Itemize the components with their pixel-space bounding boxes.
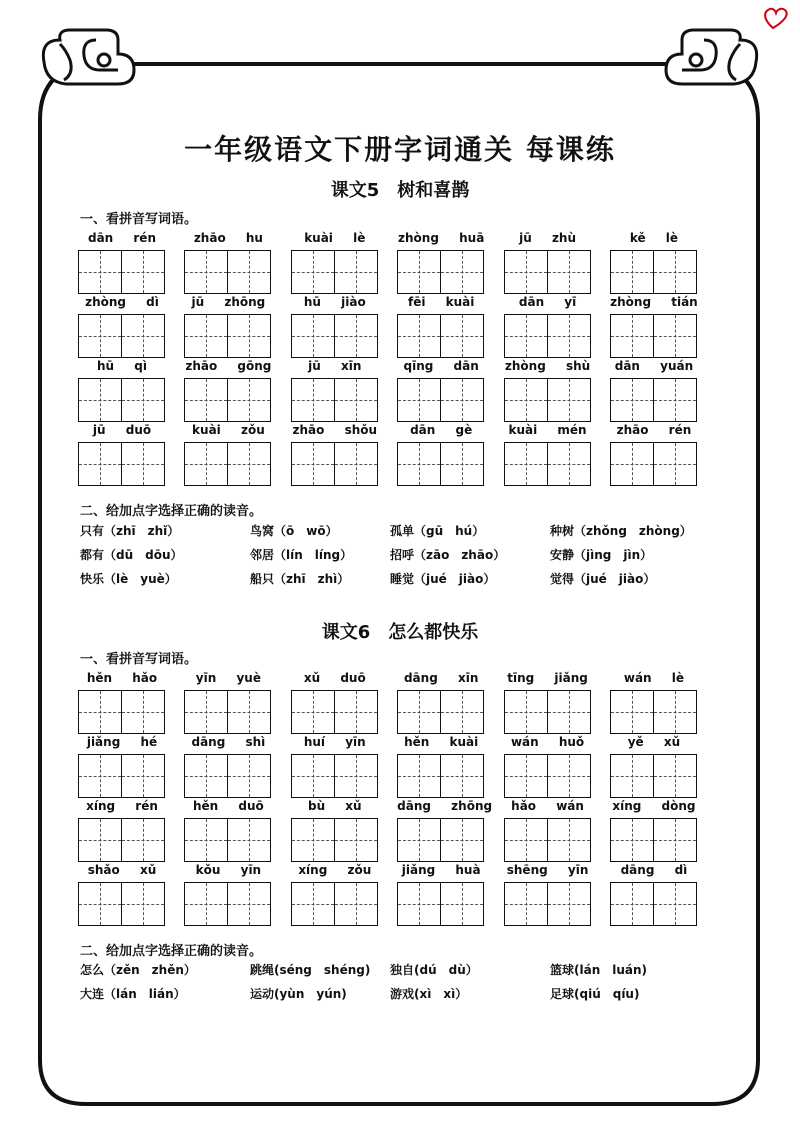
tianzige-box[interactable] bbox=[335, 818, 378, 862]
word-cell bbox=[291, 734, 379, 798]
tianzige-box[interactable] bbox=[504, 314, 548, 358]
word-cell bbox=[504, 862, 592, 926]
pinyin-label: jū zhù bbox=[519, 231, 577, 245]
choice-row bbox=[80, 982, 710, 1006]
word-cell bbox=[78, 294, 166, 358]
tianzige-pair bbox=[397, 314, 485, 358]
tianzige-box[interactable] bbox=[610, 754, 654, 798]
tianzige-pair bbox=[78, 754, 166, 798]
word-row bbox=[78, 422, 698, 486]
word-cell bbox=[610, 734, 698, 798]
reading-choice-item: 大连（lán lián） bbox=[80, 987, 186, 1001]
tianzige-box[interactable] bbox=[504, 882, 548, 926]
tianzige-box[interactable] bbox=[548, 818, 591, 862]
tianzige-pair bbox=[184, 442, 272, 486]
tianzige-box[interactable] bbox=[291, 250, 335, 294]
tianzige-box[interactable] bbox=[228, 378, 271, 422]
pinyin-label: zhòng dì bbox=[85, 295, 159, 309]
tianzige-box[interactable] bbox=[184, 754, 228, 798]
choice-row bbox=[80, 567, 710, 591]
tianzige-box[interactable] bbox=[184, 442, 228, 486]
pinyin-label: hǎo wán bbox=[511, 799, 584, 813]
tianzige-pair bbox=[504, 882, 592, 926]
word-cell bbox=[78, 230, 166, 294]
tianzige-pair bbox=[184, 314, 272, 358]
word-cell bbox=[397, 734, 485, 798]
tianzige-box[interactable] bbox=[441, 250, 484, 294]
reading-choice-item: 邻居（lín líng） bbox=[250, 548, 353, 562]
tianzige-box[interactable] bbox=[122, 690, 165, 734]
tianzige-box[interactable] bbox=[610, 250, 654, 294]
tianzige-pair bbox=[291, 378, 379, 422]
pinyin-label: zhòng shù bbox=[504, 359, 591, 373]
lesson-5-section-1-label: 一、看拼音写词语。 bbox=[80, 212, 198, 227]
word-cell bbox=[397, 422, 485, 486]
pinyin-label: jiǎng hé bbox=[86, 735, 158, 749]
tianzige-box[interactable] bbox=[441, 882, 484, 926]
tianzige-box[interactable] bbox=[184, 378, 228, 422]
tianzige-pair bbox=[184, 754, 272, 798]
lesson-6-choices bbox=[80, 958, 710, 1006]
word-row bbox=[78, 670, 698, 734]
tianzige-box[interactable] bbox=[654, 882, 697, 926]
reading-choice-item: 足球(qiú qíu) bbox=[550, 987, 640, 1001]
reading-choice-item: 招呼（zāo zhāo） bbox=[390, 548, 506, 562]
page-title: 一年级语文下册字词通关 每课练 bbox=[184, 133, 616, 166]
reading-choice-item: 怎么（zěn zhěn） bbox=[80, 963, 196, 977]
tianzige-box[interactable] bbox=[441, 690, 484, 734]
pinyin-label: zhòng tián bbox=[610, 295, 698, 309]
choice-row bbox=[80, 543, 710, 567]
word-cell bbox=[78, 798, 166, 862]
tianzige-pair bbox=[78, 378, 166, 422]
tianzige-box[interactable] bbox=[122, 378, 165, 422]
word-cell bbox=[184, 358, 272, 422]
tianzige-box[interactable] bbox=[397, 378, 441, 422]
tianzige-box[interactable] bbox=[335, 442, 378, 486]
tianzige-box[interactable] bbox=[291, 314, 335, 358]
tianzige-box[interactable] bbox=[504, 818, 548, 862]
reading-choice-item: 种树（zhǒng zhòng） bbox=[550, 524, 692, 538]
tianzige-box[interactable] bbox=[228, 818, 271, 862]
heart-icon bbox=[765, 9, 787, 28]
tianzige-pair bbox=[291, 442, 379, 486]
reading-choice-item: 孤单（gū hú） bbox=[390, 524, 485, 538]
pinyin-label: hū jiào bbox=[303, 295, 366, 309]
pinyin-label: jū xīn bbox=[308, 359, 362, 373]
pinyin-label: zhāo rén bbox=[616, 423, 692, 437]
pinyin-label: zhāo hu bbox=[193, 231, 263, 245]
pinyin-label: dāng shì bbox=[191, 735, 266, 749]
tianzige-box[interactable] bbox=[122, 754, 165, 798]
word-cell bbox=[610, 230, 698, 294]
pinyin-label: jū zhōng bbox=[191, 295, 266, 309]
tianzige-box[interactable] bbox=[441, 314, 484, 358]
tianzige-pair bbox=[291, 250, 379, 294]
tianzige-box[interactable] bbox=[291, 690, 335, 734]
word-cell bbox=[397, 230, 485, 294]
tianzige-pair bbox=[78, 250, 166, 294]
tianzige-box[interactable] bbox=[228, 442, 271, 486]
tianzige-box[interactable] bbox=[548, 378, 591, 422]
word-cell bbox=[610, 358, 698, 422]
lesson-5-heading: 课文5 树和喜鹊 bbox=[330, 180, 470, 201]
tianzige-box[interactable] bbox=[397, 690, 441, 734]
word-cell bbox=[291, 862, 379, 926]
reading-choice-item: 篮球(lán luán) bbox=[550, 963, 648, 977]
tianzige-box[interactable] bbox=[78, 378, 122, 422]
tianzige-box[interactable] bbox=[78, 690, 122, 734]
tianzige-box[interactable] bbox=[335, 250, 378, 294]
tianzige-pair bbox=[78, 818, 166, 862]
pinyin-label: jū duō bbox=[92, 423, 152, 437]
pinyin-label: xíng rén bbox=[86, 799, 158, 813]
pinyin-label: kǒu yīn bbox=[195, 863, 262, 877]
reading-choice-item: 快乐（lè yuè） bbox=[80, 572, 177, 586]
pinyin-label: xǔ duō bbox=[303, 671, 366, 685]
tianzige-box[interactable] bbox=[397, 818, 441, 862]
tianzige-pair bbox=[610, 378, 698, 422]
pinyin-label: hěn kuài bbox=[404, 735, 479, 749]
pinyin-label: wán huǒ bbox=[510, 735, 585, 749]
word-row bbox=[78, 862, 698, 926]
tianzige-pair bbox=[504, 690, 592, 734]
pinyin-label: fēi kuài bbox=[407, 295, 475, 309]
word-cell bbox=[610, 422, 698, 486]
tianzige-box[interactable] bbox=[184, 818, 228, 862]
word-cell bbox=[184, 798, 272, 862]
tianzige-box[interactable] bbox=[441, 818, 484, 862]
tianzige-pair bbox=[78, 442, 166, 486]
tianzige-box[interactable] bbox=[78, 818, 122, 862]
pinyin-label: zhòng huā bbox=[398, 231, 485, 245]
tianzige-box[interactable] bbox=[441, 754, 484, 798]
word-cell bbox=[397, 294, 485, 358]
word-cell bbox=[610, 670, 698, 734]
tianzige-box[interactable] bbox=[335, 378, 378, 422]
tianzige-pair bbox=[184, 250, 272, 294]
lesson-6-section-1-label: 一、看拼音写词语。 bbox=[80, 652, 198, 667]
tianzige-pair bbox=[397, 250, 485, 294]
word-cell bbox=[504, 734, 592, 798]
tianzige-pair bbox=[504, 314, 592, 358]
word-cell bbox=[610, 294, 698, 358]
pinyin-label: xíng zǒu bbox=[298, 863, 372, 877]
tianzige-box[interactable] bbox=[291, 754, 335, 798]
reading-choice-item: 安静（jìng jìn） bbox=[550, 548, 653, 562]
tianzige-box[interactable] bbox=[291, 882, 335, 926]
tianzige-box[interactable] bbox=[397, 754, 441, 798]
word-cell bbox=[184, 734, 272, 798]
tianzige-box[interactable] bbox=[122, 442, 165, 486]
tianzige-box[interactable] bbox=[397, 882, 441, 926]
lesson-5-section-2-label: 二、给加点字选择正确的读音。 bbox=[80, 504, 263, 519]
tianzige-pair bbox=[610, 250, 698, 294]
tianzige-pair bbox=[397, 378, 485, 422]
pinyin-label: yě xǔ bbox=[627, 735, 681, 749]
tianzige-pair bbox=[184, 690, 272, 734]
tianzige-box[interactable] bbox=[335, 314, 378, 358]
word-cell bbox=[291, 230, 379, 294]
pinyin-label: wán lè bbox=[623, 671, 685, 685]
tianzige-box[interactable] bbox=[78, 314, 122, 358]
reading-choice-item: 只有（zhī zhǐ） bbox=[80, 524, 180, 538]
tianzige-box[interactable] bbox=[397, 314, 441, 358]
tianzige-pair bbox=[504, 442, 592, 486]
tianzige-box[interactable] bbox=[335, 754, 378, 798]
pinyin-label: zhāo shǒu bbox=[292, 423, 378, 437]
tianzige-box[interactable] bbox=[654, 250, 697, 294]
word-cell bbox=[291, 422, 379, 486]
tianzige-pair bbox=[397, 882, 485, 926]
word-row bbox=[78, 798, 698, 862]
tianzige-pair bbox=[184, 818, 272, 862]
tianzige-box[interactable] bbox=[610, 442, 654, 486]
word-cell bbox=[397, 358, 485, 422]
tianzige-box[interactable] bbox=[654, 754, 697, 798]
left-scroll-roll-icon bbox=[43, 30, 134, 84]
reading-choice-item: 鸟窝（ō wō） bbox=[250, 524, 338, 538]
lesson-6-pinyin-grid bbox=[78, 670, 698, 926]
word-cell bbox=[78, 358, 166, 422]
tianzige-pair bbox=[504, 754, 592, 798]
word-cell bbox=[504, 422, 592, 486]
tianzige-box[interactable] bbox=[654, 690, 697, 734]
pinyin-label: jiǎng huà bbox=[401, 863, 481, 877]
tianzige-pair bbox=[78, 882, 166, 926]
pinyin-label: kuài zǒu bbox=[192, 423, 265, 437]
tianzige-box[interactable] bbox=[184, 250, 228, 294]
tianzige-box[interactable] bbox=[184, 690, 228, 734]
tianzige-box[interactable] bbox=[504, 250, 548, 294]
reading-choice-item: 睡觉（jué jiào） bbox=[390, 572, 496, 586]
lesson-6-section-2-label: 二、给加点字选择正确的读音。 bbox=[80, 944, 263, 959]
word-cell bbox=[184, 422, 272, 486]
tianzige-pair bbox=[78, 690, 166, 734]
tianzige-pair bbox=[397, 754, 485, 798]
pinyin-label: xíng dòng bbox=[612, 799, 696, 813]
tianzige-box[interactable] bbox=[610, 314, 654, 358]
tianzige-pair bbox=[610, 882, 698, 926]
tianzige-box[interactable] bbox=[654, 378, 697, 422]
tianzige-box[interactable] bbox=[548, 690, 591, 734]
pinyin-label: kě lè bbox=[629, 231, 679, 245]
tianzige-pair bbox=[610, 314, 698, 358]
pinyin-label: dāng zhōng bbox=[397, 799, 493, 813]
tianzige-box[interactable] bbox=[504, 690, 548, 734]
tianzige-box[interactable] bbox=[504, 378, 548, 422]
tianzige-box[interactable] bbox=[441, 442, 484, 486]
tianzige-box[interactable] bbox=[397, 442, 441, 486]
pinyin-label: kuài lè bbox=[304, 231, 366, 245]
tianzige-pair bbox=[397, 690, 485, 734]
tianzige-box[interactable] bbox=[78, 882, 122, 926]
word-cell bbox=[504, 670, 592, 734]
tianzige-pair bbox=[504, 818, 592, 862]
word-cell bbox=[78, 422, 166, 486]
tianzige-box[interactable] bbox=[548, 314, 591, 358]
pinyin-label: dān gè bbox=[410, 423, 473, 437]
tianzige-box[interactable] bbox=[122, 818, 165, 862]
word-row bbox=[78, 358, 698, 422]
tianzige-box[interactable] bbox=[504, 442, 548, 486]
tianzige-box[interactable] bbox=[228, 690, 271, 734]
tianzige-box[interactable] bbox=[654, 314, 697, 358]
tianzige-pair bbox=[397, 442, 485, 486]
tianzige-pair bbox=[291, 314, 379, 358]
reading-choice-item: 独自(dú dù） bbox=[390, 963, 478, 977]
tianzige-box[interactable] bbox=[291, 818, 335, 862]
word-cell bbox=[504, 230, 592, 294]
tianzige-pair bbox=[397, 818, 485, 862]
word-cell bbox=[184, 670, 272, 734]
tianzige-box[interactable] bbox=[610, 818, 654, 862]
word-row bbox=[78, 734, 698, 798]
pinyin-label: hěn duō bbox=[193, 799, 264, 813]
tianzige-pair bbox=[184, 378, 272, 422]
tianzige-box[interactable] bbox=[654, 442, 697, 486]
tianzige-box[interactable] bbox=[335, 882, 378, 926]
pinyin-label: shǎo xǔ bbox=[87, 863, 157, 877]
tianzige-pair bbox=[610, 754, 698, 798]
tianzige-box[interactable] bbox=[548, 442, 591, 486]
tianzige-box[interactable] bbox=[184, 882, 228, 926]
word-cell bbox=[610, 862, 698, 926]
tianzige-pair bbox=[610, 442, 698, 486]
tianzige-box[interactable] bbox=[654, 818, 697, 862]
tianzige-box[interactable] bbox=[228, 754, 271, 798]
word-cell bbox=[504, 358, 592, 422]
choice-row bbox=[80, 958, 710, 982]
tianzige-box[interactable] bbox=[78, 754, 122, 798]
tianzige-box[interactable] bbox=[548, 754, 591, 798]
tianzige-box[interactable] bbox=[548, 882, 591, 926]
tianzige-pair bbox=[291, 882, 379, 926]
word-cell bbox=[397, 670, 485, 734]
tianzige-box[interactable] bbox=[78, 442, 122, 486]
pinyin-label: dāng xīn bbox=[403, 671, 479, 685]
pinyin-label: hěn hǎo bbox=[86, 671, 158, 685]
reading-choice-item: 船只（zhī zhì） bbox=[250, 572, 350, 586]
tianzige-box[interactable] bbox=[610, 378, 654, 422]
tianzige-pair bbox=[610, 690, 698, 734]
word-row bbox=[78, 230, 698, 294]
tianzige-box[interactable] bbox=[122, 882, 165, 926]
word-cell bbox=[184, 294, 272, 358]
tianzige-pair bbox=[504, 378, 592, 422]
tianzige-pair bbox=[291, 818, 379, 862]
word-cell bbox=[397, 798, 493, 862]
tianzige-box[interactable] bbox=[228, 250, 271, 294]
word-cell bbox=[291, 670, 379, 734]
tianzige-box[interactable] bbox=[504, 754, 548, 798]
tianzige-box[interactable] bbox=[122, 250, 165, 294]
pinyin-label: dāng dì bbox=[620, 863, 688, 877]
tianzige-box[interactable] bbox=[291, 378, 335, 422]
reading-choice-item: 游戏(xì xì） bbox=[390, 987, 468, 1001]
pinyin-label: dān rén bbox=[87, 231, 156, 245]
choice-row bbox=[80, 519, 710, 543]
reading-choice-item: 都有（dū dōu） bbox=[80, 548, 183, 562]
word-cell bbox=[504, 294, 592, 358]
reading-choice-item: 觉得（jué jiào） bbox=[550, 572, 656, 586]
word-cell bbox=[291, 294, 379, 358]
word-row bbox=[78, 294, 698, 358]
tianzige-box[interactable] bbox=[228, 314, 271, 358]
pinyin-label: shēng yīn bbox=[506, 863, 589, 877]
tianzige-box[interactable] bbox=[122, 314, 165, 358]
word-cell bbox=[291, 798, 379, 862]
tianzige-box[interactable] bbox=[397, 250, 441, 294]
tianzige-pair bbox=[291, 754, 379, 798]
tianzige-box[interactable] bbox=[184, 314, 228, 358]
tianzige-pair bbox=[504, 250, 592, 294]
word-cell bbox=[291, 358, 379, 422]
tianzige-box[interactable] bbox=[610, 882, 654, 926]
word-cell bbox=[184, 230, 272, 294]
pinyin-label: zhāo gōng bbox=[185, 359, 272, 373]
pinyin-label: kuài mén bbox=[508, 423, 587, 437]
word-cell bbox=[397, 862, 485, 926]
tianzige-pair bbox=[610, 818, 698, 862]
word-cell bbox=[504, 798, 592, 862]
word-cell bbox=[78, 670, 166, 734]
pinyin-label: yīn yuè bbox=[195, 671, 261, 685]
tianzige-box[interactable] bbox=[291, 442, 335, 486]
word-cell bbox=[78, 862, 166, 926]
pinyin-label: qīng dān bbox=[403, 359, 479, 373]
tianzige-pair bbox=[78, 314, 166, 358]
pinyin-label: bù xǔ bbox=[307, 799, 362, 813]
lesson-5-choices bbox=[80, 519, 710, 591]
pinyin-label: dān yī bbox=[518, 295, 577, 309]
reading-choice-item: 跳绳(séng shéng) bbox=[250, 963, 371, 977]
pinyin-label: huí yīn bbox=[303, 735, 366, 749]
pinyin-label: tīng jiǎng bbox=[507, 671, 588, 685]
lesson-5-pinyin-grid bbox=[78, 230, 698, 486]
word-cell bbox=[184, 862, 272, 926]
tianzige-pair bbox=[291, 690, 379, 734]
word-cell bbox=[78, 734, 166, 798]
word-cell bbox=[610, 798, 698, 862]
pinyin-label: dān yuán bbox=[614, 359, 694, 373]
right-scroll-roll-icon bbox=[666, 30, 757, 84]
tianzige-box[interactable] bbox=[78, 250, 122, 294]
tianzige-box[interactable] bbox=[441, 378, 484, 422]
tianzige-box[interactable] bbox=[610, 690, 654, 734]
tianzige-box[interactable] bbox=[228, 882, 271, 926]
tianzige-box[interactable] bbox=[548, 250, 591, 294]
pinyin-label: hū qì bbox=[97, 359, 147, 373]
lesson-6-heading: 课文6 怎么都快乐 bbox=[321, 622, 479, 643]
tianzige-pair bbox=[184, 882, 272, 926]
reading-choice-item: 运动(yùn yún) bbox=[250, 987, 347, 1001]
tianzige-box[interactable] bbox=[335, 690, 378, 734]
